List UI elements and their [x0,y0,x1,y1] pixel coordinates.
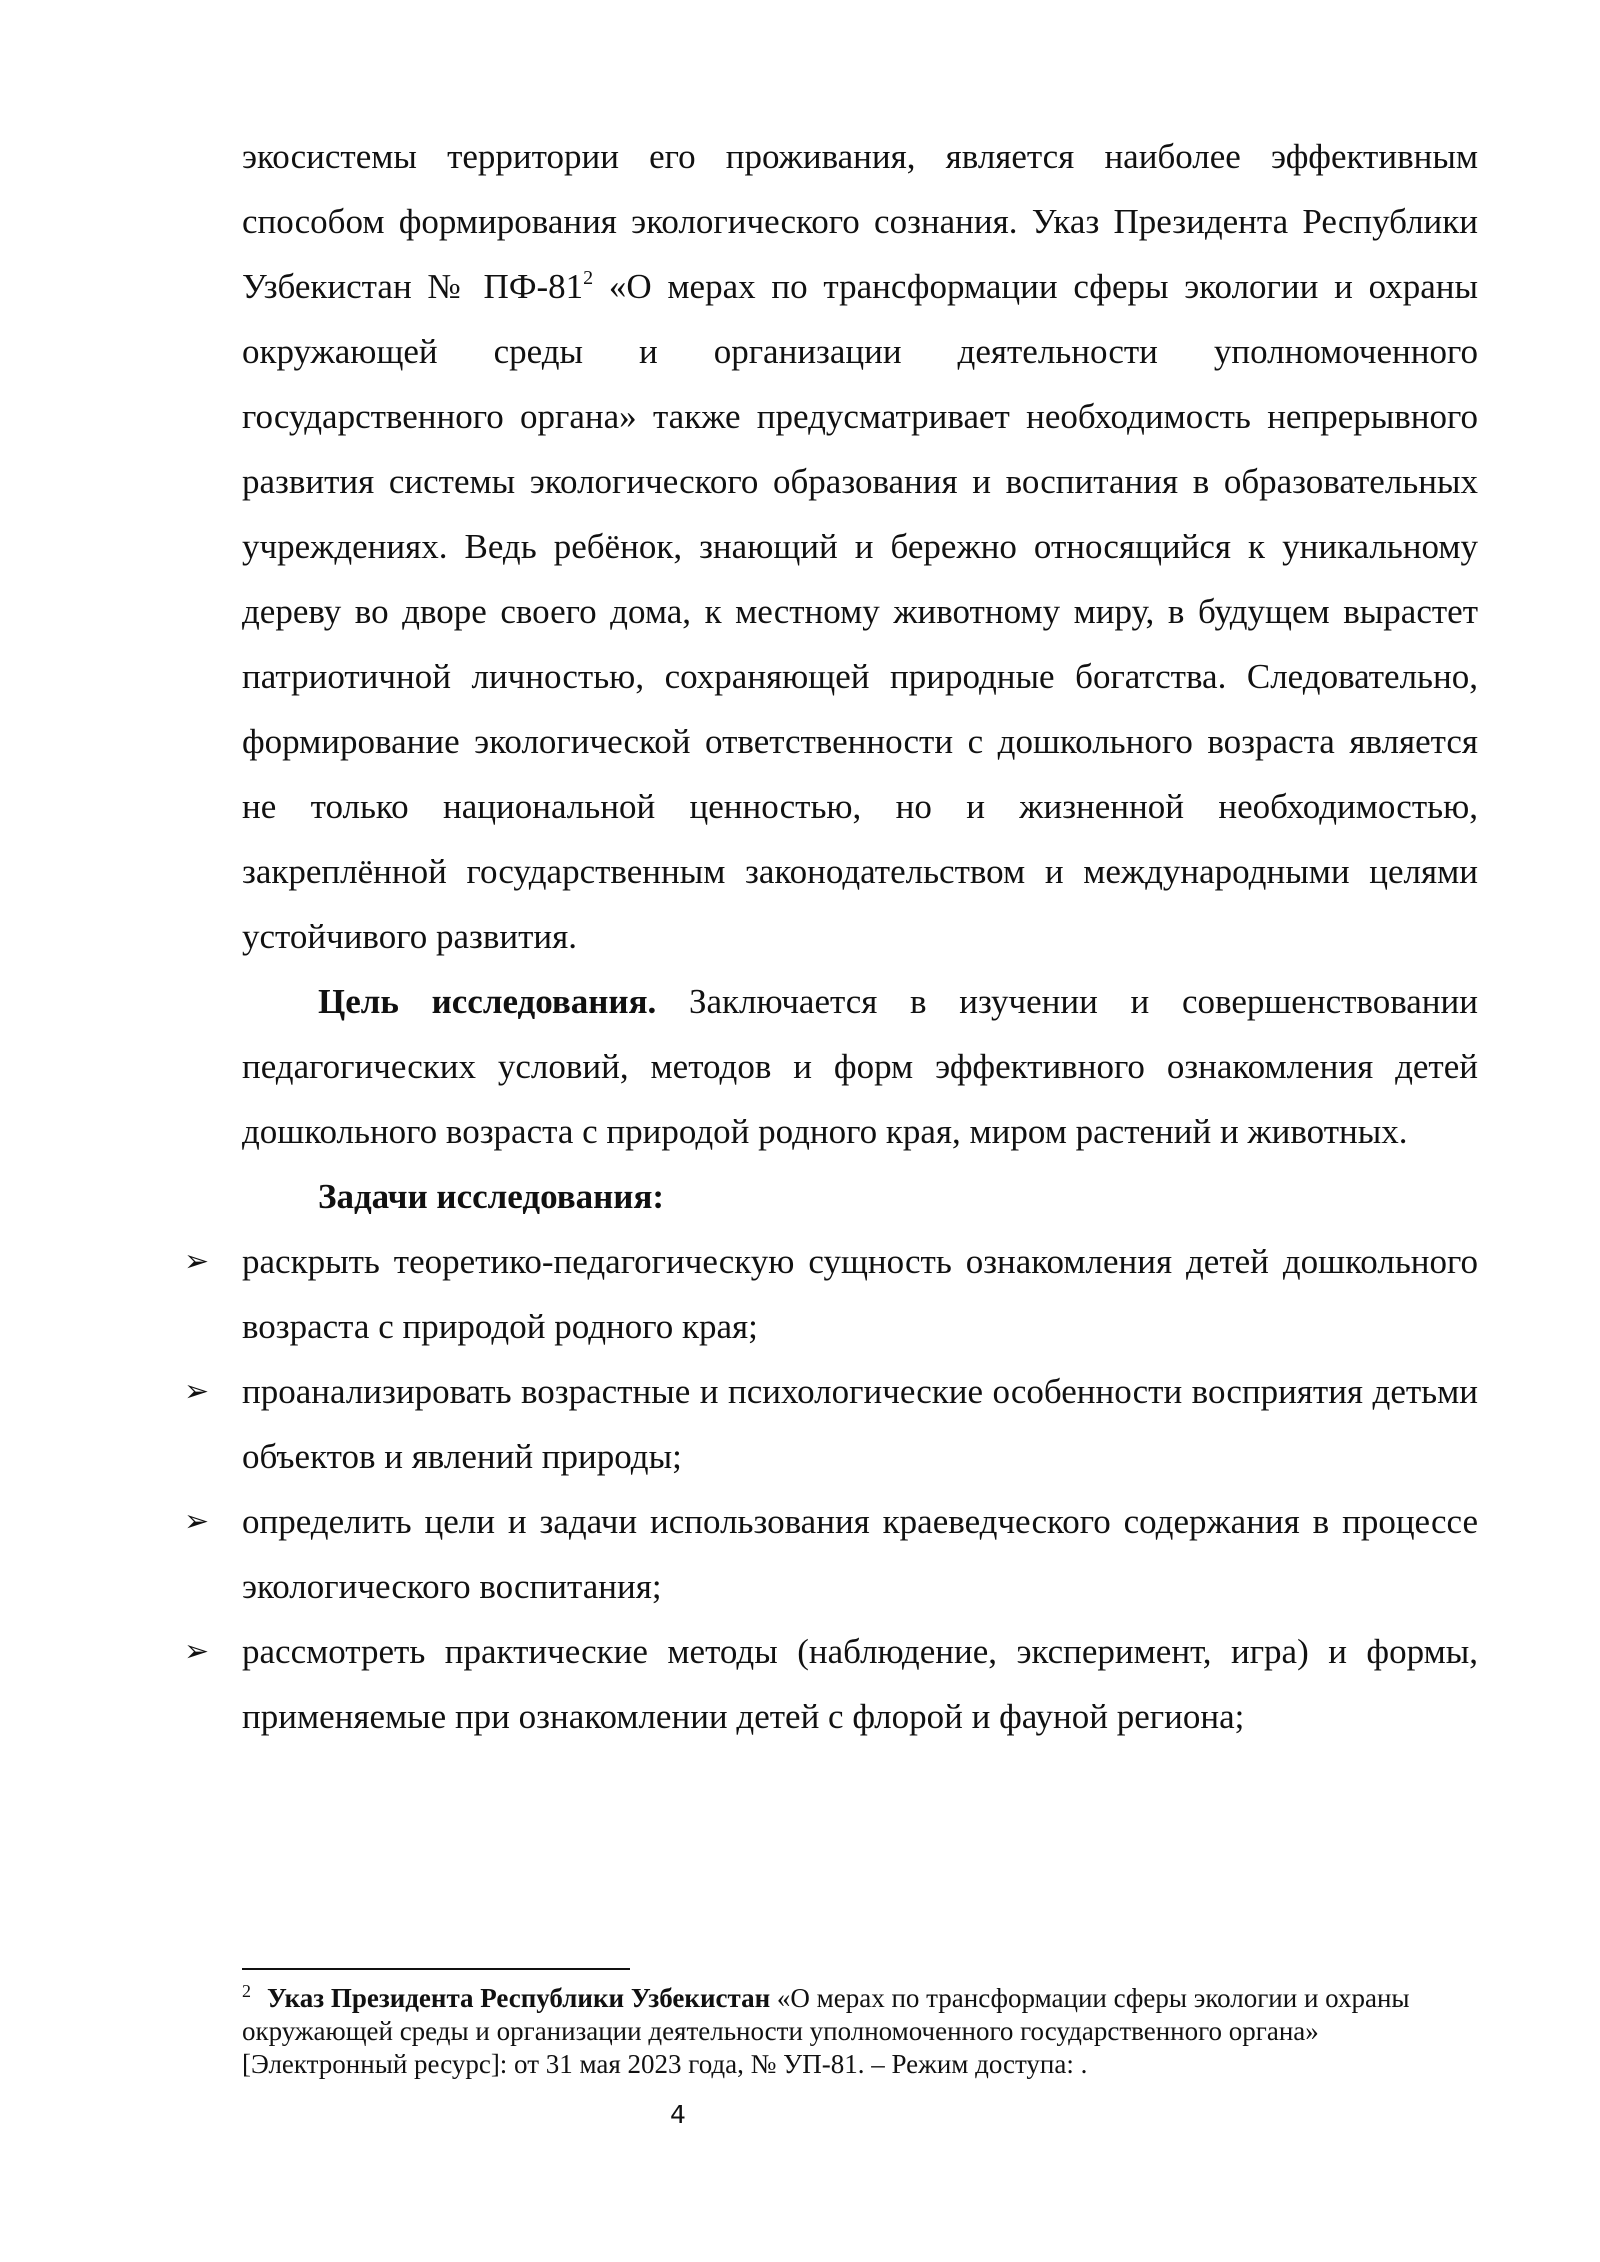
arrowhead-bullet-icon: ➢ [184,1244,210,1279]
task-text: рассмотреть практические методы (наблюдение, эксперимент, игра) и формы, применяемые при ознакомлении детей с флорой и фауной региона; [242,1632,1478,1736]
footnote-reference[interactable]: 2 [583,267,594,289]
list-item [184,1229,1478,1359]
list-item [184,1359,1478,1489]
research-tasks-heading: Задачи исследования: [318,1177,665,1216]
page-number: 4 [670,2100,686,2129]
task-text: раскрыть теоретико-педагогическую сущность ознакомления детей дошкольного возраста с природой родного края; [242,1242,1478,1346]
list-item [184,1619,1478,1749]
main-text [184,124,1478,1749]
footnote-separator [242,1968,630,1970]
paragraph-research-goal [242,969,1478,1164]
footnote [242,1982,1478,2081]
arrowhead-bullet-icon: ➢ [184,1504,210,1539]
task-text: определить цели и задачи использования краеведческого содержания в процессе экологического воспитания; [242,1502,1478,1606]
arrowhead-bullet-icon: ➢ [184,1634,210,1669]
research-tasks-list [184,1229,1478,1749]
footnote-text: «О мерах по трансформации сферы экологии и охраны окружающей среды и организации деятельности уполномоченного государственного органа» [Электронный ресурс]: от 31 мая 2023 года, № УП-81. – Режим доступа: . [242,1983,1410,2079]
list-item [184,1489,1478,1619]
task-text: проанализировать возрастные и психологические особенности восприятия детьми объектов и явлений природы; [242,1372,1478,1476]
arrowhead-bullet-icon: ➢ [184,1374,210,1409]
paragraph-text-continued: «О мерах по трансформации сферы экологии и охраны окружающей среды и организации деятельности уполномоченного государственного органа» также предусматривает необходимость непрерывного развития системы экологического образования и воспитания в образовательных учреждениях. Ведь ребёнок, знающий и бережно относящийся к уникальному дереву во дворе своего дома, к местному животному миру, в будущем вырастет патриотичной личностью, сохраняющей природные богатства. Следовательно, формирование экологической ответственности с дошкольного возраста является не только национальной ценностью, но и жизненной необходимостью, закреплённой государственным законодательством и международными целями устойчивого развития. [242,267,1478,956]
paragraph-text: экосистемы территории его проживания, является наиболее эффективным способом формирования экологического сознания. Указ Президента Республики Узбекистан № ПФ-81 [242,137,1478,306]
research-goal-label: Цель исследования. [318,982,657,1021]
paragraph-ecology-decree [242,124,1478,969]
footnote-number: 2 [242,1981,251,2001]
footnote-source-title: Указ Президента Республики Узбекистан [267,1983,771,2013]
research-goal-text: Заключается в изучении и совершенствовании педагогических условий, методов и форм эффективного ознакомления детей дошкольного возраста с природой родного края, миром растений и животных. [242,982,1478,1151]
